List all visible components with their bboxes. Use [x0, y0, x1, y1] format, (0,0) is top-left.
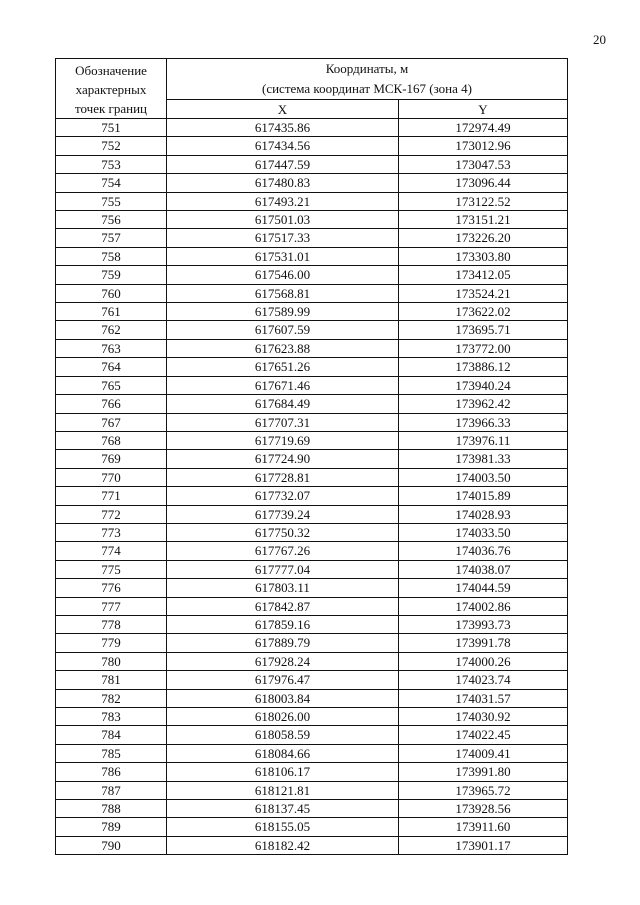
- table-row: [56, 247, 568, 265]
- table-row: [56, 431, 568, 449]
- point-number-cell: 764: [56, 358, 167, 376]
- x-coordinate-cell: 617777.04: [167, 560, 399, 578]
- y-coordinate-cell: 173981.33: [399, 450, 568, 468]
- y-coordinate-cell: 173965.72: [399, 781, 568, 799]
- x-coordinate-cell: 617434.56: [167, 137, 399, 155]
- coordinates-table: [55, 58, 568, 855]
- table-row: [56, 689, 568, 707]
- point-number-cell: 782: [56, 689, 167, 707]
- table-row: [56, 358, 568, 376]
- header-x: X: [167, 100, 399, 119]
- table-row: [56, 836, 568, 854]
- y-coordinate-cell: 174030.92: [399, 708, 568, 726]
- table-row: [56, 763, 568, 781]
- x-coordinate-cell: 617707.31: [167, 413, 399, 431]
- table-row: [56, 523, 568, 541]
- table-row: [56, 174, 568, 192]
- table-row: [56, 708, 568, 726]
- header-coordinate-system: (система координат МСК-167 (зона 4): [262, 81, 472, 97]
- x-coordinate-cell: 617976.47: [167, 671, 399, 689]
- point-number-cell: 753: [56, 155, 167, 173]
- y-coordinate-cell: 174036.76: [399, 542, 568, 560]
- x-coordinate-cell: 617767.26: [167, 542, 399, 560]
- point-number-cell: 781: [56, 671, 167, 689]
- x-coordinate-cell: 617859.16: [167, 615, 399, 633]
- x-coordinate-cell: 617517.33: [167, 229, 399, 247]
- x-coordinate-cell: 617447.59: [167, 155, 399, 173]
- point-number-cell: 755: [56, 192, 167, 210]
- table-row: [56, 818, 568, 836]
- point-number-cell: 778: [56, 615, 167, 633]
- x-coordinate-cell: 617928.24: [167, 652, 399, 670]
- x-coordinate-cell: 617607.59: [167, 321, 399, 339]
- header-y: Y: [399, 100, 568, 119]
- point-number-cell: 761: [56, 303, 167, 321]
- table-row: [56, 652, 568, 670]
- y-coordinate-cell: 173412.05: [399, 266, 568, 284]
- point-number-cell: 766: [56, 395, 167, 413]
- y-coordinate-cell: 173122.52: [399, 192, 568, 210]
- table-row: [56, 542, 568, 560]
- table-row: [56, 579, 568, 597]
- point-number-cell: 759: [56, 266, 167, 284]
- y-coordinate-cell: 173096.44: [399, 174, 568, 192]
- y-coordinate-cell: 174002.86: [399, 597, 568, 615]
- table-row: [56, 450, 568, 468]
- table-row: [56, 800, 568, 818]
- y-coordinate-cell: 174044.59: [399, 579, 568, 597]
- point-number-cell: 775: [56, 560, 167, 578]
- y-coordinate-cell: 173047.53: [399, 155, 568, 173]
- y-coordinate-cell: 173993.73: [399, 615, 568, 633]
- point-number-cell: 776: [56, 579, 167, 597]
- point-number-cell: 769: [56, 450, 167, 468]
- x-coordinate-cell: 617724.90: [167, 450, 399, 468]
- point-number-cell: 771: [56, 487, 167, 505]
- y-coordinate-cell: 173695.71: [399, 321, 568, 339]
- table-row: [56, 229, 568, 247]
- point-number-cell: 779: [56, 634, 167, 652]
- table-header: [56, 59, 568, 119]
- point-number-cell: 757: [56, 229, 167, 247]
- y-coordinate-cell: 173991.80: [399, 763, 568, 781]
- y-coordinate-cell: 174031.57: [399, 689, 568, 707]
- y-coordinate-cell: 173226.20: [399, 229, 568, 247]
- point-number-cell: 772: [56, 505, 167, 523]
- x-coordinate-cell: 617480.83: [167, 174, 399, 192]
- table-row: [56, 155, 568, 173]
- table-row: [56, 266, 568, 284]
- table-row: [56, 744, 568, 762]
- table-row: [56, 781, 568, 799]
- table-body: [56, 119, 568, 855]
- x-coordinate-cell: 618106.17: [167, 763, 399, 781]
- point-number-cell: 774: [56, 542, 167, 560]
- point-number-cell: 762: [56, 321, 167, 339]
- point-number-cell: 756: [56, 211, 167, 229]
- point-number-cell: 767: [56, 413, 167, 431]
- point-number-cell: 751: [56, 119, 167, 137]
- header-coordinates-title: Координаты, м: [325, 61, 409, 77]
- point-number-cell: 783: [56, 708, 167, 726]
- point-number-cell: 790: [56, 836, 167, 854]
- table-row: [56, 303, 568, 321]
- point-number-cell: 770: [56, 468, 167, 486]
- x-coordinate-cell: 617546.00: [167, 266, 399, 284]
- y-coordinate-cell: 173622.02: [399, 303, 568, 321]
- table-row: [56, 192, 568, 210]
- x-coordinate-cell: 617531.01: [167, 247, 399, 265]
- point-number-cell: 777: [56, 597, 167, 615]
- y-coordinate-cell: 173524.21: [399, 284, 568, 302]
- y-coordinate-cell: 173911.60: [399, 818, 568, 836]
- point-number-cell: 752: [56, 137, 167, 155]
- x-coordinate-cell: 618026.00: [167, 708, 399, 726]
- point-number-cell: 758: [56, 247, 167, 265]
- table-row: [56, 413, 568, 431]
- x-coordinate-cell: 617589.99: [167, 303, 399, 321]
- point-number-cell: 763: [56, 339, 167, 357]
- y-coordinate-cell: 174000.26: [399, 652, 568, 670]
- table-row: [56, 560, 568, 578]
- point-number-cell: 765: [56, 376, 167, 394]
- table-row: [56, 726, 568, 744]
- x-coordinate-cell: 617739.24: [167, 505, 399, 523]
- x-coordinate-cell: 618058.59: [167, 726, 399, 744]
- y-coordinate-cell: 173303.80: [399, 247, 568, 265]
- y-coordinate-cell: 173928.56: [399, 800, 568, 818]
- y-coordinate-cell: 173772.00: [399, 339, 568, 357]
- x-coordinate-cell: 617889.79: [167, 634, 399, 652]
- x-coordinate-cell: 617732.07: [167, 487, 399, 505]
- point-number-cell: 785: [56, 744, 167, 762]
- y-coordinate-cell: 172974.49: [399, 119, 568, 137]
- x-coordinate-cell: 617435.86: [167, 119, 399, 137]
- table-row: [56, 615, 568, 633]
- point-number-cell: 784: [56, 726, 167, 744]
- x-coordinate-cell: 617803.11: [167, 579, 399, 597]
- table-row: [56, 671, 568, 689]
- x-coordinate-cell: 617728.81: [167, 468, 399, 486]
- y-coordinate-cell: 173151.21: [399, 211, 568, 229]
- table-row: [56, 468, 568, 486]
- x-coordinate-cell: 618121.81: [167, 781, 399, 799]
- x-coordinate-cell: 618003.84: [167, 689, 399, 707]
- point-number-cell: 754: [56, 174, 167, 192]
- page-number: 20: [593, 32, 606, 47]
- x-coordinate-cell: 618155.05: [167, 818, 399, 836]
- y-coordinate-cell: 174022.45: [399, 726, 568, 744]
- y-coordinate-cell: 174028.93: [399, 505, 568, 523]
- point-number-cell: 768: [56, 431, 167, 449]
- y-coordinate-cell: 173976.11: [399, 431, 568, 449]
- table-row: [56, 597, 568, 615]
- x-coordinate-cell: 617842.87: [167, 597, 399, 615]
- y-coordinate-cell: 174023.74: [399, 671, 568, 689]
- x-coordinate-cell: 618137.45: [167, 800, 399, 818]
- x-coordinate-cell: 618182.42: [167, 836, 399, 854]
- x-coordinate-cell: 617671.46: [167, 376, 399, 394]
- point-number-cell: 773: [56, 523, 167, 541]
- y-coordinate-cell: 173012.96: [399, 137, 568, 155]
- header-designation-line-2: характерных: [75, 82, 147, 97]
- y-coordinate-cell: 173886.12: [399, 358, 568, 376]
- x-coordinate-cell: 617568.81: [167, 284, 399, 302]
- table-row: [56, 339, 568, 357]
- point-number-cell: 780: [56, 652, 167, 670]
- x-coordinate-cell: 618084.66: [167, 744, 399, 762]
- y-coordinate-cell: 173962.42: [399, 395, 568, 413]
- x-coordinate-cell: 617719.69: [167, 431, 399, 449]
- y-coordinate-cell: 174015.89: [399, 487, 568, 505]
- y-coordinate-cell: 174033.50: [399, 523, 568, 541]
- header-point-designation: [56, 59, 167, 119]
- table-row: [56, 119, 568, 137]
- y-coordinate-cell: 173901.17: [399, 836, 568, 854]
- x-coordinate-cell: 617750.32: [167, 523, 399, 541]
- table-row: [56, 376, 568, 394]
- x-coordinate-cell: 617651.26: [167, 358, 399, 376]
- x-coordinate-cell: 617684.49: [167, 395, 399, 413]
- y-coordinate-cell: 173991.78: [399, 634, 568, 652]
- point-number-cell: 760: [56, 284, 167, 302]
- y-coordinate-cell: 174009.41: [399, 744, 568, 762]
- point-number-cell: 787: [56, 781, 167, 799]
- y-coordinate-cell: 174003.50: [399, 468, 568, 486]
- table-row: [56, 395, 568, 413]
- header-designation-line-1: Обозначение: [75, 63, 147, 78]
- header-coordinates: [167, 59, 568, 100]
- x-coordinate-cell: 617623.88: [167, 339, 399, 357]
- table-row: [56, 137, 568, 155]
- point-number-cell: 786: [56, 763, 167, 781]
- point-number-cell: 789: [56, 818, 167, 836]
- table-row: [56, 211, 568, 229]
- header-designation-line-3: точек границ: [74, 101, 148, 116]
- table-row: [56, 634, 568, 652]
- table-row: [56, 321, 568, 339]
- table-row: [56, 284, 568, 302]
- y-coordinate-cell: 173940.24: [399, 376, 568, 394]
- table-row: [56, 505, 568, 523]
- y-coordinate-cell: 174038.07: [399, 560, 568, 578]
- x-coordinate-cell: 617501.03: [167, 211, 399, 229]
- x-coordinate-cell: 617493.21: [167, 192, 399, 210]
- table-row: [56, 487, 568, 505]
- y-coordinate-cell: 173966.33: [399, 413, 568, 431]
- point-number-cell: 788: [56, 800, 167, 818]
